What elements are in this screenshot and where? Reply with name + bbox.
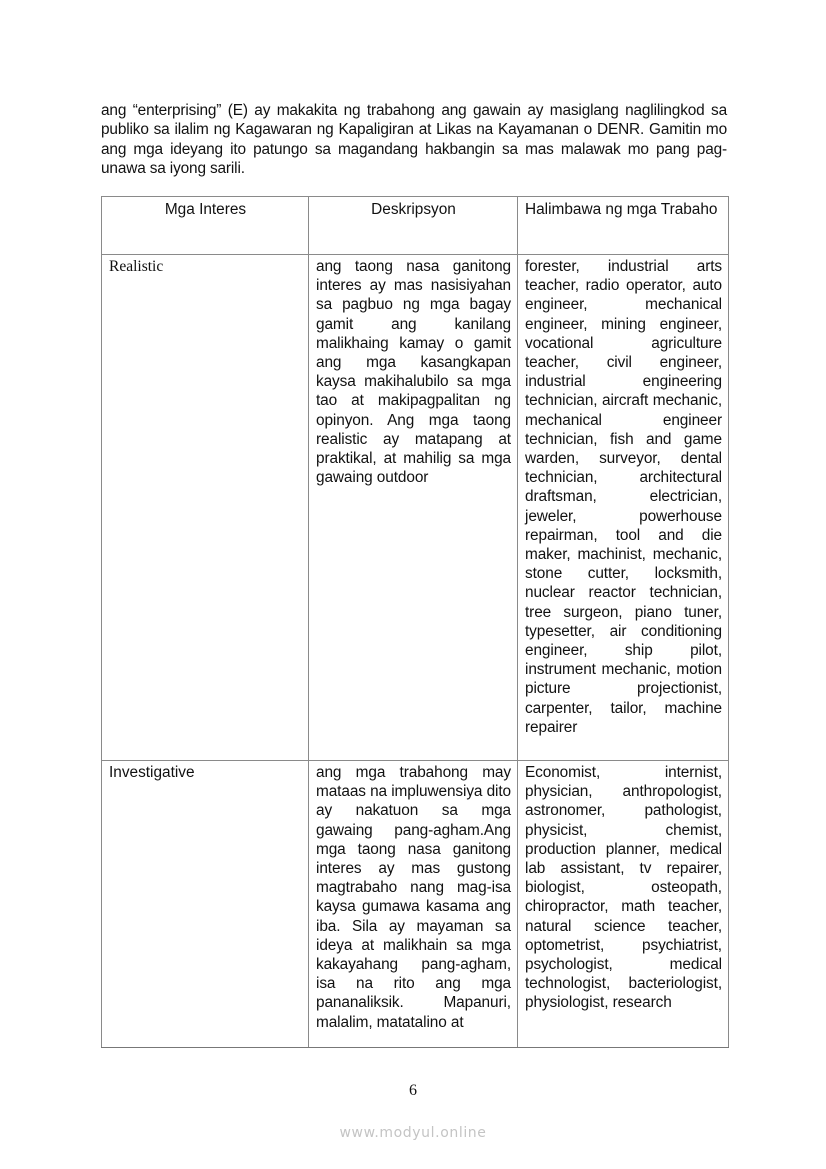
table-header-row [102, 197, 729, 255]
intro-text [101, 101, 727, 178]
intro-paragraph: ang “enterprising” (E) ay makakita ng trabahong ang gawain ay masiglang naglilingkod sa publiko sa ilalim ng Kagawaran ng Kapaligiran at Likas na Kayamanan o DENR. Gamitin mo ang mga ideyang ito patungo sa magandang hakbangin sa mas malawak mo pang pag-unawa sa iyong sarili. [101, 102, 727, 177]
jobs-cell: Economist, internist, physician, anthropologist, astronomer, pathologist, physicist, chemist, production planner, medical lab assistant, tv repairer, biologist, osteopath, chiropractor, math teacher, natural science teacher, optometrist, psychiatrist, psychologist, medical technologist, bacteriologist, physiologist, research [518, 761, 729, 1048]
interest-cell: Realistic [102, 255, 309, 761]
header-interests: Mga Interes [102, 197, 309, 255]
interests-table [101, 196, 729, 1048]
table-row-investigative [102, 761, 729, 1048]
header-description: Deskripsyon [309, 197, 518, 255]
jobs-cell: forester, industrial arts teacher, radio operator, auto engineer, mechanical engineer, mining engineer, vocational agriculture teacher, civil engineer, industrial engineering technician, aircraft mechanic, mechanical engineer technician, fish and game warden, surveyor, dental technician, architectural draftsman, electrician, jeweler, powerhouse repairman, tool and die maker, machinist, mechanic, stone cutter, locksmith, nuclear reactor technician, tree surgeon, piano tuner, typesetter, air conditioning engineer, ship pilot, instrument mechanic, motion picture projectionist, carpenter, tailor, machine repairer [518, 255, 729, 761]
header-example-jobs: Halimbawa ng mga Trabaho [518, 197, 729, 255]
table-row-realistic [102, 255, 729, 761]
description-cell: ang mga trabahong may mataas na impluwensiya dito ay nakatuon sa mga gawaing pang-agham.Ang mga taong nasa ganitong interes ay mas gustong magtrabaho nang mag-isa kaysa gumawa kasama ang iba. Sila ay mayaman sa ideya at malikhain sa mga kakayahang pang-agham, isa na rito ang mga pananaliksik. Mapanuri, malalim, matatalino at [309, 761, 518, 1048]
page-number: 6 [409, 1082, 417, 1099]
interest-cell: Investigative [102, 761, 309, 1048]
watermark: www.modyul.online [339, 1125, 487, 1141]
description-cell: ang taong nasa ganitong interes ay mas nasisiyahan sa pagbuo ng mga bagay gamit ang kanilang malikhaing kamay o gamit ang mga kasangkapan kaysa makihalubilo sa mga tao at makipagpalitan ng opinyon. Ang mga taong realistic ay matapang at praktikal, at mahilig sa mga gawaing outdoor [309, 255, 518, 761]
